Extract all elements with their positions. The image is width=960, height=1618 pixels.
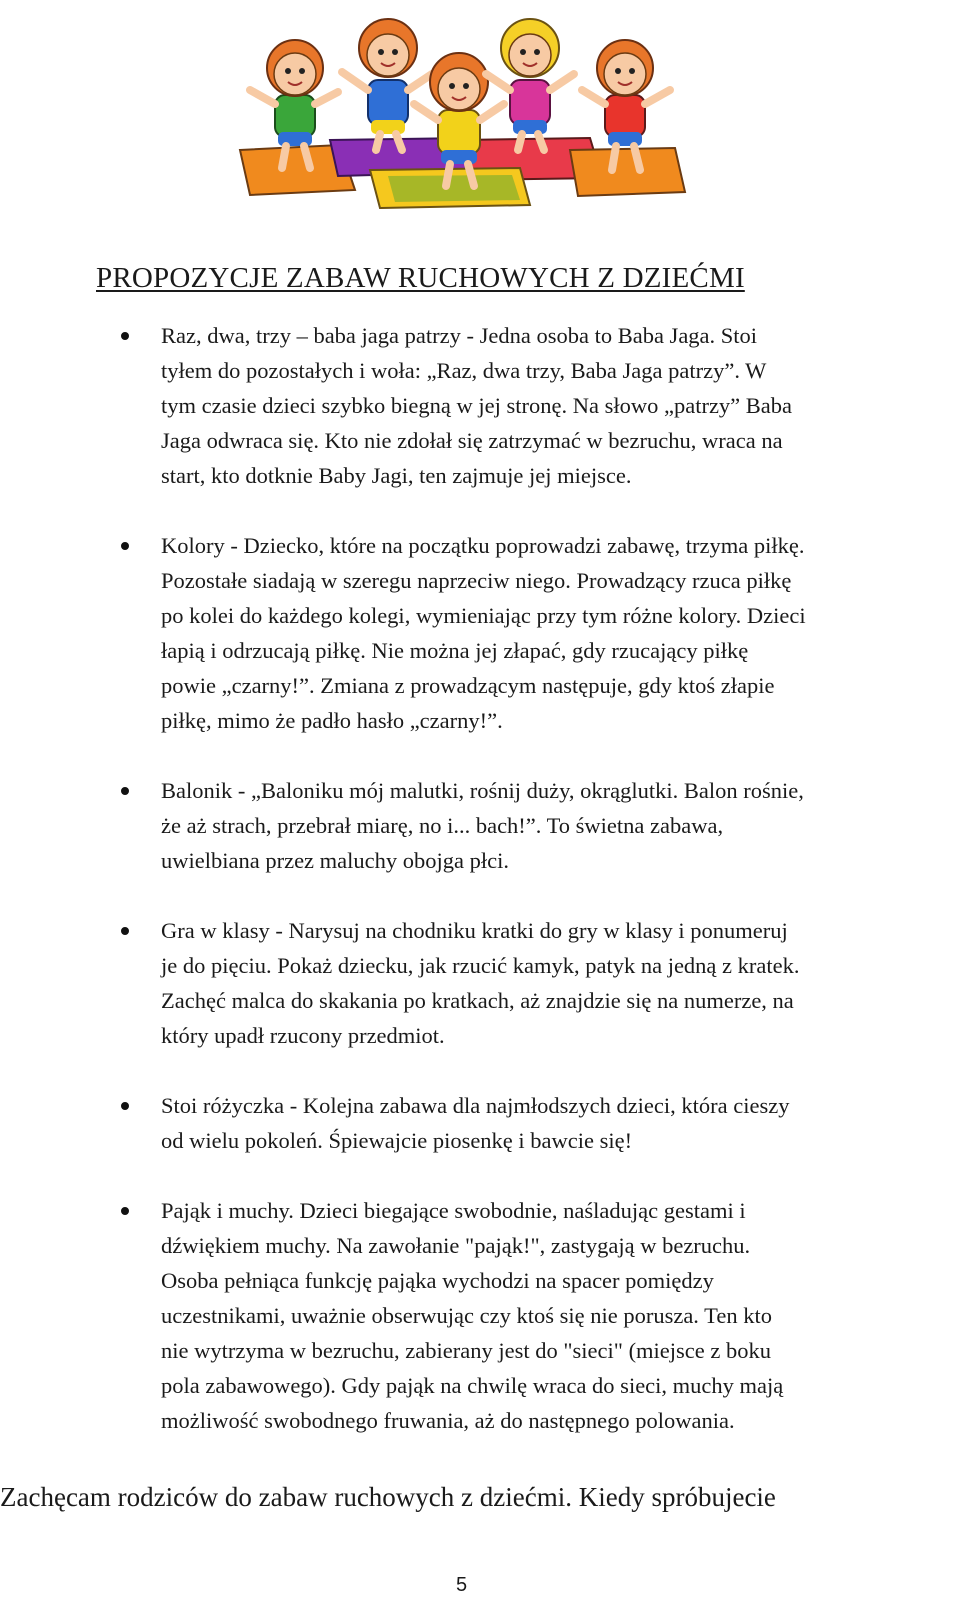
bullet-icon xyxy=(121,1207,129,1215)
child-figure xyxy=(342,19,432,150)
bullet-icon xyxy=(121,787,129,795)
closing-paragraph: Zachęcam rodziców do zabaw ruchowych z dziećmi. Kiedy spróbujecie xyxy=(0,1482,776,1512)
list-item xyxy=(0,318,960,493)
list-item-text xyxy=(161,913,960,1053)
text-line: Zachęć malca do skakania po kratkach, aż znajdzie się na numerze, na xyxy=(161,988,794,1013)
text-line: piłkę, mimo że padło hasło „czarny!”. xyxy=(161,708,503,733)
text-line: Gra w klasy - Narysuj na chodniku kratki do gry w klasy i ponumeruj xyxy=(161,918,788,943)
list-item xyxy=(0,913,960,1053)
text-line: który upadł rzucony przedmiot. xyxy=(161,1023,445,1048)
text-line: tyłem do pozostałych i woła: „Raz, dwa trzy, Baba Jaga patrzy”. W xyxy=(161,358,767,383)
text-line: łapią i odrzucają piłkę. Nie można jej złapać, gdy rzucający piłkę xyxy=(161,638,749,663)
bullet-icon xyxy=(121,927,129,935)
page-number: 5 xyxy=(456,1574,468,1596)
children-exercising-illustration xyxy=(220,0,700,210)
text-line: je do pięciu. Pokaż dziecku, jak rzucić kamyk, patyk na jedną z kratek. xyxy=(161,953,800,978)
bullet-icon xyxy=(121,542,129,550)
text-line: Jaga odwraca się. Kto nie zdołał się zatrzymać w bezruchu, wraca na xyxy=(161,428,783,453)
text-line: Stoi różyczka - Kolejna zabawa dla najmłodszych dzieci, która cieszy xyxy=(161,1093,790,1118)
text-line: uczestnikami, uważnie obserwując czy ktoś się nie porusza. Ten kto xyxy=(161,1303,772,1328)
text-line: Osoba pełniąca funkcję pająka wychodzi na spacer pomiędzy xyxy=(161,1268,714,1293)
text-line: nie wytrzyma w bezruchu, zabierany jest do "sieci" (miejsce z boku xyxy=(161,1338,772,1363)
text-line: start, kto dotknie Baby Jagi, ten zajmuje jej miejsce. xyxy=(161,463,632,488)
page-title: PROPOZYCJE ZABAW RUCHOWYCH Z DZIEĆMI xyxy=(96,262,745,294)
list-item-text xyxy=(161,318,960,493)
bullet-icon xyxy=(121,332,129,340)
text-line: Kolory - Dziecko, które na początku poprowadzi zabawę, trzyma piłkę. xyxy=(161,533,805,558)
list-item-text xyxy=(161,1088,960,1158)
text-line: pola zabawowego). Gdy pająk na chwilę wraca do sieci, muchy mają xyxy=(161,1373,784,1398)
list-item-text xyxy=(161,1193,960,1438)
text-line: Raz, dwa, trzy – baba jaga patrzy - Jedna osoba to Baba Jaga. Stoi xyxy=(161,323,758,348)
list-item xyxy=(0,1088,960,1158)
text-line: dźwiękiem muchy. Na zawołanie "pająk!", zastygają w bezruchu. xyxy=(161,1233,751,1258)
text-line: Pająk i muchy. Dzieci biegające swobodnie, naśladując gestami i xyxy=(161,1198,746,1223)
text-line: że aż strach, przebrał miarę, no i... bach!”. To świetna zabawa, xyxy=(161,813,724,838)
bullet-icon xyxy=(121,1102,129,1110)
list-item xyxy=(0,1193,960,1438)
list-item xyxy=(0,773,960,878)
text-line: tym czasie dzieci szybko biegną w jej stronę. Na słowo „patrzy” Baba xyxy=(161,393,793,418)
text-line: Balonik - „Baloniku mój malutki, rośnij duży, okrąglutki. Balon rośnie, xyxy=(161,778,804,803)
text-line: po kolei do każdego kolegi, wymieniając przy tym różne kolory. Dzieci xyxy=(161,603,806,628)
text-line: powie „czarny!”. Zmiana z prowadzącym następuje, gdy ktoś złapie xyxy=(161,673,775,698)
list-item-text xyxy=(161,773,960,878)
child-figure xyxy=(486,19,574,150)
games-list xyxy=(0,318,960,1473)
list-item-text xyxy=(161,528,960,738)
text-line: uwielbiana przez maluchy obojga płci. xyxy=(161,848,509,873)
list-item xyxy=(0,528,960,738)
text-line: możliwość swobodnego fruwania, aż do następnego polowania. xyxy=(161,1408,735,1433)
text-line: Pozostałe siadają w szeregu naprzeciw niego. Prowadzący rzuca piłkę xyxy=(161,568,792,593)
text-line: od wielu pokoleń. Śpiewajcie piosenkę i bawcie się! xyxy=(161,1128,633,1153)
